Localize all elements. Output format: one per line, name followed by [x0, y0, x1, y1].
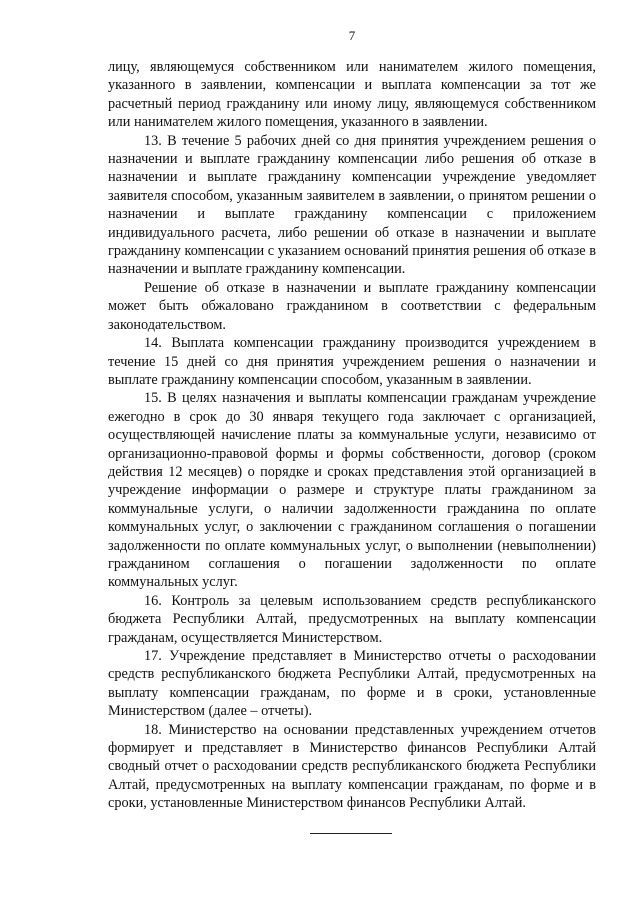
paragraph: 16. Контроль за целевым использованием средств республиканского бюджета Республики Алтай, предусмотренных на выплату компенсации гражданам, осуществляется Министерством. [108, 592, 596, 646]
paragraph: 13. В течение 5 рабочих дней со дня принятия учреждением решения о назначении и выплате гражданину компенсации либо решения об отказе в назначении и выплате гражданину компенсации учреждение уведомляет заявителя способом, указанным заявителем в заявлении, о принятом решении о назначении и выплате гражданину компенсации с приложением индивидуального расчета, либо решении об отказе в назначении и выплате гражданину компенсации с указанием оснований принятия решения об отказе в назначении и выплате гражданину компенсации. [108, 132, 596, 278]
paragraph: 15. В целях назначения и выплаты компенсации гражданам учреждение ежегодно в срок до 30 января текущего года заключает с организацией, осуществляющей начисление платы за коммунальные услуги, независимо от организационно-правовой формы и формы собственности, договор (сроком действия 12 месяцев) о порядке и сроках представления этой организацией в учреждение информации о размере и структуре платы гражданином за коммунальные услуги, о наличии задолженности гражданина по оплате коммунальных услуг, о заключении с гражданином соглашения о погашении задолженности по оплате коммунальных услуг, о выполнении (невыполнении) гражданином соглашения о погашении задолженности по оплате коммунальных услуг. [108, 390, 596, 591]
paragraph: 18. Министерство на основании представленных учреждением отчетов формирует и представляет в Министерство финансов Республики Алтай сводный отчет о расходовании средств республиканского бюджета Республики Алтай, предусмотренных на выплату компенсации гражданам, по форме и в сроки, установленные Министерством финансов Республики Алтай. [108, 721, 596, 812]
paragraph: 14. Выплата компенсации гражданину производится учреждением в течение 15 дней со дня принятия учреждением решения о назначении и выплате гражданину компенсации способом, указанным в заявлении. [108, 335, 596, 388]
page-number: 7 [348, 28, 356, 43]
paragraph: лицу, являющемуся собственником или нанимателем жилого помещения, указанного в заявлении, компенсации и выплата компенсации за тот же расчетный период гражданину или иному лицу, являющемуся собственником или нанимателем жилого помещения, указанного в заявлении. [108, 59, 596, 131]
body-text [108, 58, 596, 813]
paragraph: 17. Учреждение представляет в Министерство отчеты о расходовании средств республиканского бюджета Республики Алтай, предусмотренных на выплату компенсации гражданам, по форме и в сроки, установленные Министерством (далее – отчеты). [108, 648, 596, 720]
paragraph: Решение об отказе в назначении и выплате гражданину компенсации может быть обжаловано гражданином в соответствии с федеральным законодательством. [108, 279, 596, 333]
end-of-text-divider [310, 833, 392, 834]
